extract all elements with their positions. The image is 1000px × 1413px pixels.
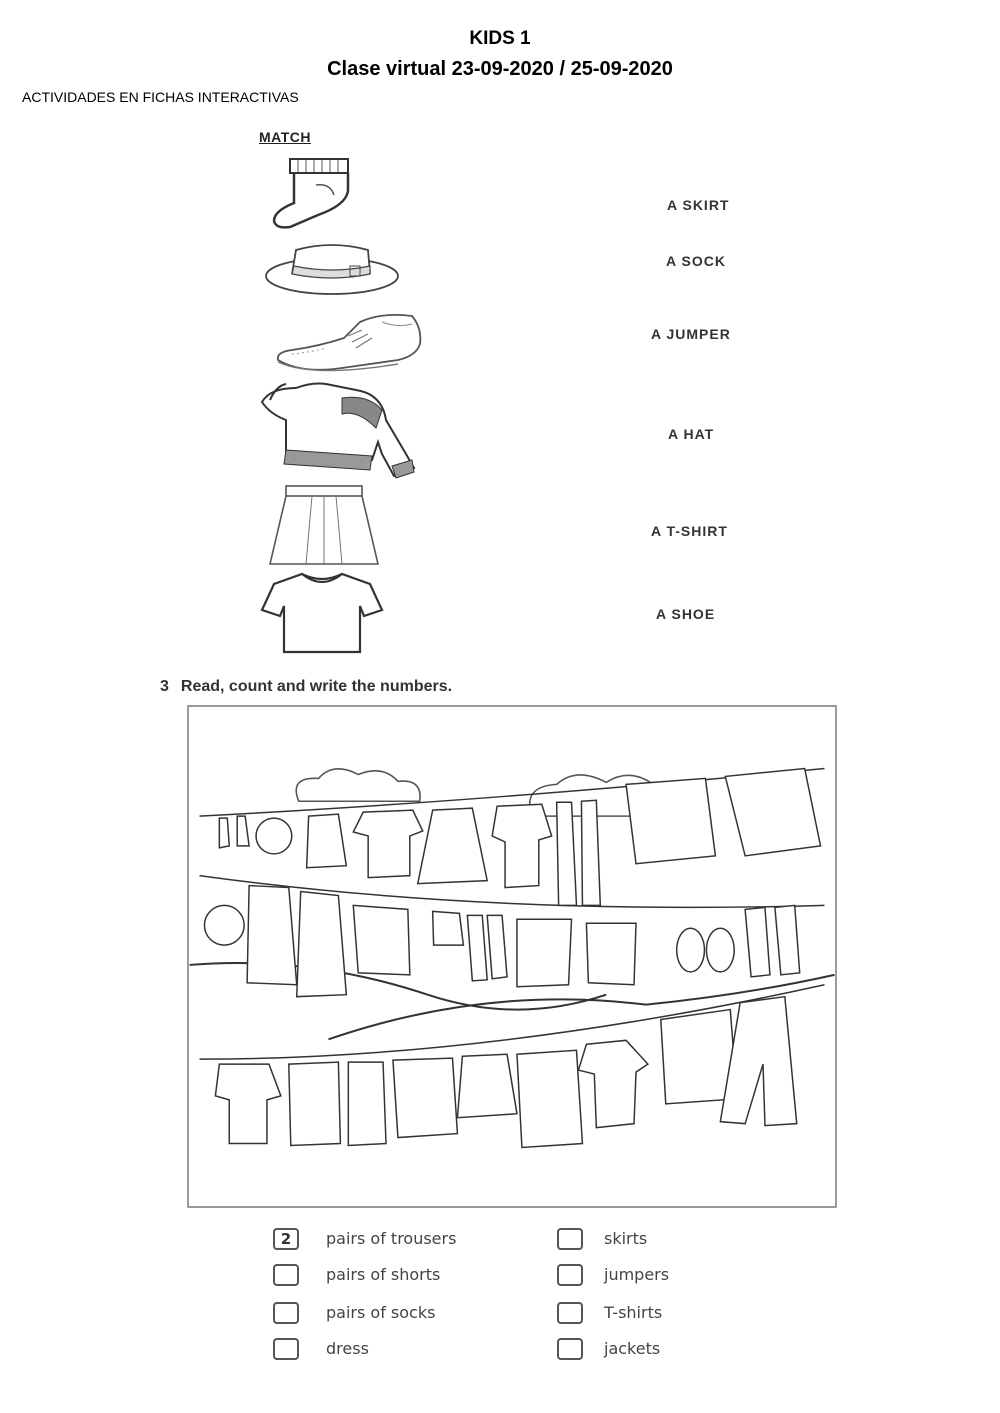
hat-icon [262, 240, 402, 298]
count-box[interactable] [557, 1264, 583, 1286]
count-box[interactable] [557, 1338, 583, 1360]
count-label: jumpers [604, 1265, 670, 1284]
sock-icon [268, 155, 358, 233]
count-box[interactable] [273, 1338, 299, 1360]
count-label: pairs of shorts [326, 1265, 441, 1284]
count-box[interactable] [557, 1302, 583, 1324]
skirt-icon [266, 484, 382, 570]
jumper-icon [256, 380, 418, 480]
count-box[interactable] [273, 1264, 299, 1286]
match-word: A JUMPER [651, 326, 731, 342]
page-title: KIDS 1 [469, 28, 531, 49]
match-word: A SOCK [666, 253, 726, 269]
count-label: pairs of trousers [326, 1229, 457, 1248]
count-label: pairs of socks [326, 1303, 436, 1322]
t-shirt-icon [260, 570, 386, 656]
washing-line-illustration [187, 705, 837, 1208]
exercise-number: 3 [160, 678, 169, 695]
exercise-heading-text: Read, count and write the numbers. [180, 678, 453, 695]
count-label: jackets [604, 1339, 661, 1358]
match-word: A T-SHIRT [651, 523, 728, 539]
match-word: A SKIRT [667, 197, 730, 213]
count-box[interactable]: 2 [273, 1228, 299, 1250]
match-word: A SHOE [656, 606, 716, 622]
exercise-heading [160, 678, 452, 696]
instructions-text: ACTIVIDADES EN FICHAS INTERACTIVAS [22, 89, 299, 105]
match-title: MATCH [259, 129, 312, 145]
shoe-icon [272, 308, 432, 378]
count-label: dress [326, 1339, 369, 1358]
count-box[interactable] [557, 1228, 583, 1250]
count-label: T-shirts [604, 1303, 663, 1322]
count-label: skirts [604, 1229, 648, 1248]
match-word: A HAT [668, 426, 715, 442]
page-subtitle: Clase virtual 23-09-2020 / 25-09-2020 [327, 58, 673, 80]
count-box[interactable] [273, 1302, 299, 1324]
